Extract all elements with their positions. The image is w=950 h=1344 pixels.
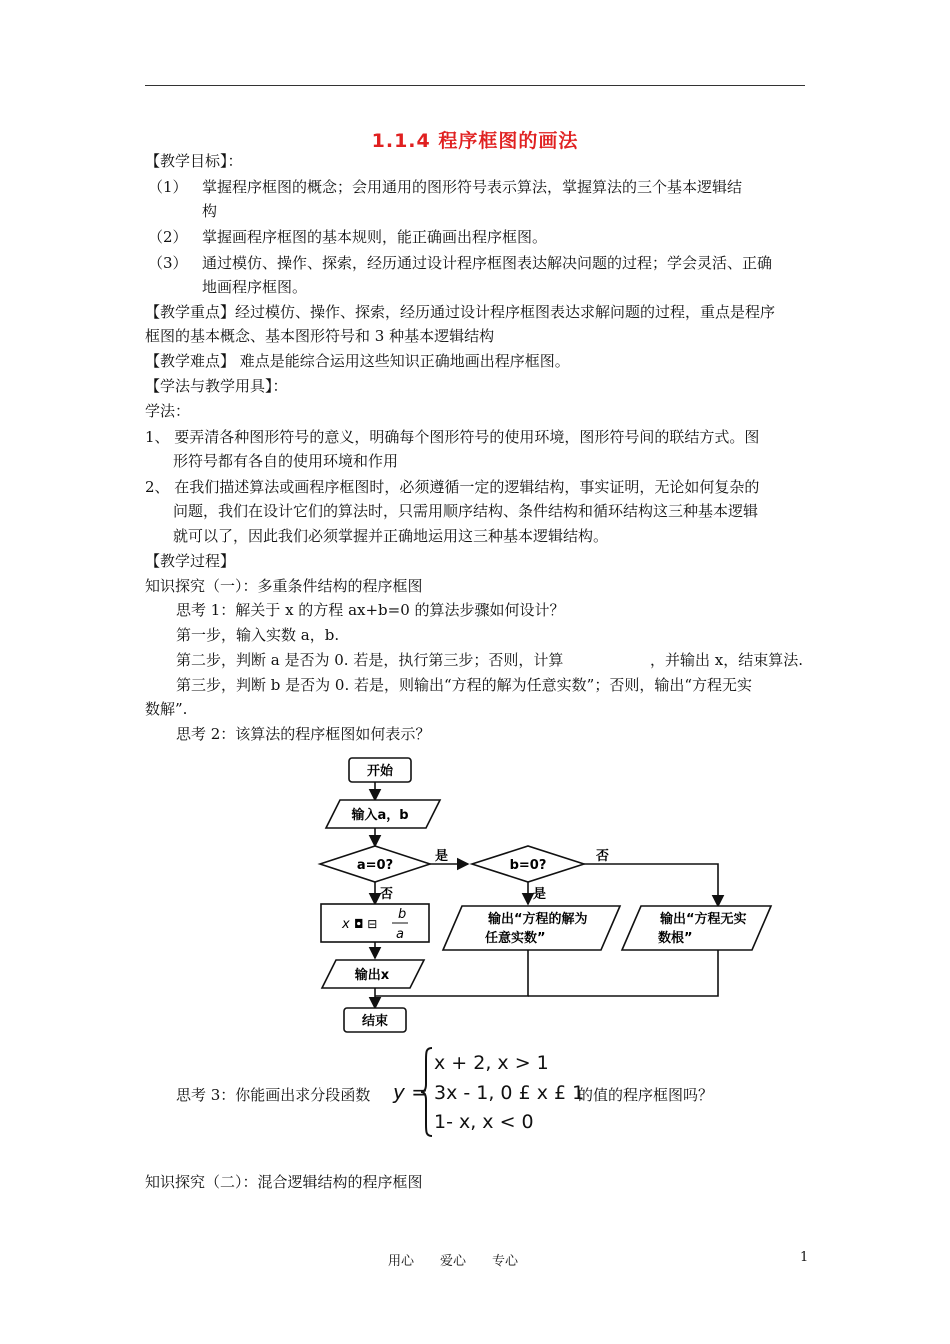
yes-label-b: 是	[533, 887, 547, 902]
assign-denominator: a	[396, 927, 404, 942]
assign-op: ◘ ⊟	[354, 917, 378, 931]
think-1: 思考 1：解关于 x 的方程 ax+b=0 的算法步骤如何设计？	[176, 601, 565, 619]
flowchart	[300, 752, 780, 1042]
assign-numerator: b	[398, 907, 407, 922]
step-3-cont: 数解”.	[145, 700, 188, 718]
step-1: 第一步，输入实数 a，b.	[176, 626, 340, 644]
think-3: 思考 3：你能画出求分段函数	[176, 1086, 371, 1104]
step-2: 第二步，判断 a 是否为 0. 若是，执行第三步；否则，计算	[176, 651, 564, 669]
goal-2-number: （2）	[148, 228, 188, 246]
difficulty: 【教学难点】 难点是能综合运用这些知识正确地画出程序框图。	[145, 352, 570, 370]
step-2-end: ，并输出 x，结束算法.	[650, 651, 803, 669]
header-rule	[145, 85, 805, 86]
step-3: 第三步，判断 b 是否为 0. 若是，则输出“方程的解为任意实数”；否则，输出“方程无实	[176, 676, 752, 694]
page-title: 1.1.4 程序框图的画法	[371, 130, 579, 152]
think-2: 思考 2：该算法的程序框图如何表示？	[176, 725, 431, 743]
output-x-label: 输出x	[354, 968, 390, 983]
piecewise-case-2: 3x - 1, 0 £ x £ 1	[434, 1082, 585, 1104]
piecewise-case-1: x + 2, x > 1	[434, 1052, 549, 1074]
page-number: 1	[800, 1250, 809, 1265]
goal-2-text: 掌握画程序框图的基本规则，能正确画出程序框图。	[202, 228, 548, 246]
study-heading: 学法：	[145, 402, 191, 420]
flow-edge	[584, 864, 718, 906]
goal-3-text-cont: 地画程序框图。	[202, 278, 308, 296]
goal-1-text: 掌握程序框图的概念；会用通用的图形符号表示算法，掌握算法的三个基本逻辑结	[202, 178, 743, 196]
decision-a-label: a=0?	[356, 858, 394, 873]
flow-edge	[528, 950, 718, 996]
piecewise-y: y =	[393, 1080, 428, 1104]
study-item-1: 1、 要弄清各种图形符号的意义，明确每个图形符号的使用环境，图形符号间的联结方式。图	[145, 428, 760, 446]
study-item-1-cont: 形符号都有各自的使用环境和作用	[173, 452, 399, 470]
goal-heading: 【教学目标】：	[145, 152, 243, 170]
goal-1-text-cont: 构	[202, 202, 218, 220]
study-item-2-cont2: 就可以了，因此我们必须掌握并正确地运用这三种基本逻辑结构。	[173, 527, 609, 545]
end-label: 结束	[361, 1014, 389, 1029]
study-item-2-cont: 问题，我们在设计它们的算法时，只需用顺序结构、条件结构和循环结构这三种基本逻辑	[173, 502, 759, 520]
decision-b-label: b=0?	[509, 858, 547, 873]
assign-var: x	[342, 917, 350, 932]
input-label: 输入a，b	[351, 808, 409, 823]
section-2-heading: 知识探究（二）：混合逻辑结构的程序框图	[145, 1173, 423, 1191]
key-points-cont: 框图的基本概念、基本图形符号和 3 种基本逻辑结构	[145, 327, 495, 345]
study-item-2: 2、 在我们描述算法或画程序框图时，必须遵循一定的逻辑结构，事实证明，无论如何复杂的	[145, 478, 760, 496]
output-any-label-1: 输出“方程的解为	[488, 912, 588, 927]
footer-motto: 用心 爱心 专心	[388, 1254, 519, 1269]
tools-heading: 【学法与教学用具】：	[145, 377, 288, 395]
key-points: 【教学重点】经过模仿、操作、探索，经历通过设计程序框图表达求解问题的过程，重点是程序	[145, 303, 776, 321]
section-1-heading: 知识探究（一）：多重条件结构的程序框图	[145, 577, 423, 595]
goal-3-text: 通过模仿、操作、探索，经历通过设计程序框图表达解决问题的过程；学会灵活、正确	[202, 254, 773, 272]
process-heading: 【教学过程】	[145, 552, 236, 570]
piecewise-case-3: 1- x, x < 0	[434, 1111, 534, 1133]
output-none-label-1: 输出“方程无实	[660, 912, 747, 927]
output-any-label-2: 任意实数”	[485, 931, 546, 946]
yes-label-a: 是	[435, 849, 449, 864]
think-3-end: 的值的程序框图吗？	[578, 1086, 714, 1104]
no-label-b: 否	[596, 849, 610, 864]
goal-3-number: （3）	[148, 254, 188, 272]
goal-1-number: （1）	[148, 178, 188, 196]
no-label-a: 否	[380, 887, 394, 902]
output-none-label-2: 数根”	[658, 931, 693, 946]
start-label: 开始	[366, 764, 394, 779]
